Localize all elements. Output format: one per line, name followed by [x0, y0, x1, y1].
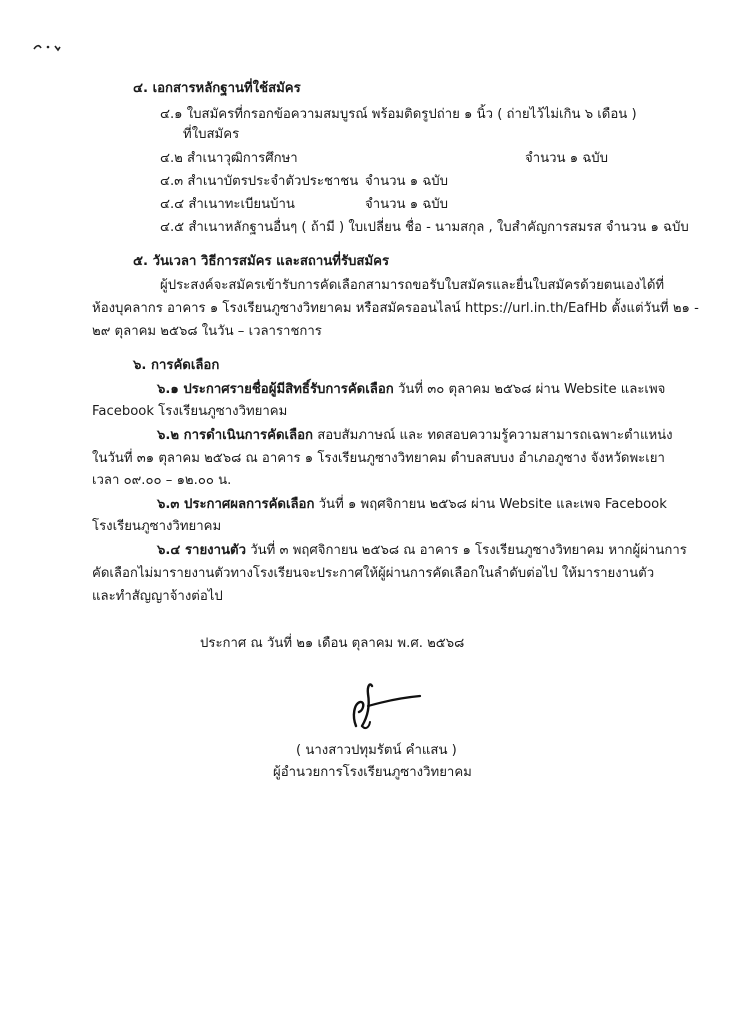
- section5-line-3: ๒๙ ตุลาคม ๒๕๖๘ ในวัน – เวลาราชการ: [92, 324, 322, 339]
- para-6-4: [157, 542, 687, 560]
- section5-heading: ๕. วันเวลา วิธีการสมัคร และสถานที่รับสมัคร: [133, 254, 390, 269]
- para-6-1-label: ๖.๑ ประกาศรายชื่อผู้มีสิทธิ์รับการคัดเลือก: [157, 382, 394, 397]
- item-4-4-text: ๔.๔ สำเนาทะเบียนบ้าน: [160, 197, 295, 212]
- scan-mark-icon: [31, 40, 71, 54]
- para-6-2-cont1: ในวันที่ ๓๑ ตุลาคม ๒๕๖๘ ณ อาคาร ๑ โรงเรียนภูซางวิทยาคม ตำบลสบบง อำเภอภูซาง จังหวัดพะเยา: [92, 451, 665, 466]
- para-6-2-rest: สอบสัมภาษณ์ และ ทดสอบความรู้ความสามารถเฉพาะตำแหน่ง: [313, 428, 673, 443]
- item-4-2-text: ๔.๒ สำเนาวุฒิการศึกษา: [160, 151, 298, 166]
- para-6-2-label: ๖.๒ การดำเนินการคัดเลือก: [157, 428, 313, 443]
- section4-heading: ๔. เอกสารหลักฐานที่ใช้สมัคร: [133, 81, 301, 96]
- item-4-3-qty: จำนวน ๑ ฉบับ: [365, 174, 449, 189]
- para-6-4-cont1: คัดเลือกไม่มารายงานตัวทางโรงเรียนจะประกาศให้ผู้ผ่านการคัดเลือกในลำดับต่อไป ให้มารายงานตัว: [92, 566, 655, 581]
- section5-line-2: ห้องบุคลากร อาคาร ๑ โรงเรียนภูซางวิทยาคม หรือสมัครออนไลน์ https://url.in.th/EafHb ตั้งแต่วันที่ ๒๑ -: [92, 301, 699, 316]
- para-6-1-cont: Facebook โรงเรียนภูซางวิทยาคม: [92, 404, 288, 419]
- para-6-1: [157, 381, 665, 399]
- para-6-3-cont: โรงเรียนภูซางวิทยาคม: [92, 519, 222, 534]
- para-6-4-label: ๖.๔ รายงานตัว: [157, 543, 246, 558]
- item-4-3: [160, 173, 620, 191]
- signer-name: ( นางสาวปทุมรัตน์ คำแสน ): [296, 743, 457, 758]
- para-6-3-label: ๖.๓ ประกาศผลการคัดเลือก: [157, 497, 315, 512]
- announce-date: ประกาศ ณ วันที่ ๒๑ เดือน ตุลาคม พ.ศ. ๒๕๖๘: [200, 636, 465, 651]
- item-4-1-cont: ที่ใบสมัคร: [183, 127, 240, 142]
- para-6-3-rest: วันที่ ๑ พฤศจิกายน ๒๕๖๘ ผ่าน Website และเพจ Facebook: [314, 497, 667, 512]
- section6-heading: ๖. การคัดเลือก: [133, 358, 220, 373]
- item-4-5: ๔.๕ สำเนาหลักฐานอื่นๆ ( ถ้ามี ) ใบเปลี่ยน ชื่อ - นามสกุล , ใบสำคัญการสมรส จำนวน ๑ ฉบับ: [160, 220, 689, 235]
- item-4-1: ๔.๑ ใบสมัครที่กรอกข้อความสมบูรณ์ พร้อมติดรูปถ่าย ๑ นิ้ว ( ถ่ายไว้ไม่เกิน ๖ เดือน ): [160, 107, 637, 122]
- para-6-2-cont2: เวลา ๐๙.๐๐ – ๑๒.๐๐ น.: [92, 473, 232, 488]
- para-6-2: [157, 427, 673, 445]
- item-4-3-text: ๔.๓ สำเนาบัตรประจำตัวประชาชน: [160, 174, 359, 189]
- para-6-3: [157, 496, 667, 514]
- item-4-2-qty: จำนวน ๑ ฉบับ: [525, 151, 609, 166]
- signature-icon: [338, 676, 428, 736]
- para-6-4-rest: วันที่ ๓ พฤศจิกายน ๒๕๖๘ ณ อาคาร ๑ โรงเรียนภูซางวิทยาคม หากผู้ผ่านการ: [246, 543, 687, 558]
- para-6-1-rest: วันที่ ๓๐ ตุลาคม ๒๕๖๘ ผ่าน Website และเพจ: [393, 382, 666, 397]
- signer-title: ผู้อำนวยการโรงเรียนภูซางวิทยาคม: [273, 765, 472, 780]
- section5-line-1: ผู้ประสงค์จะสมัครเข้ารับการคัดเลือกสามารถขอรับใบสมัครและยื่นใบสมัครด้วยตนเองได้ที่: [160, 278, 665, 293]
- item-4-4-qty: จำนวน ๑ ฉบับ: [365, 197, 449, 212]
- item-4-4: [160, 196, 620, 214]
- para-6-4-cont2: และทำสัญญาจ้างต่อไป: [92, 589, 223, 604]
- item-4-2: [160, 150, 620, 168]
